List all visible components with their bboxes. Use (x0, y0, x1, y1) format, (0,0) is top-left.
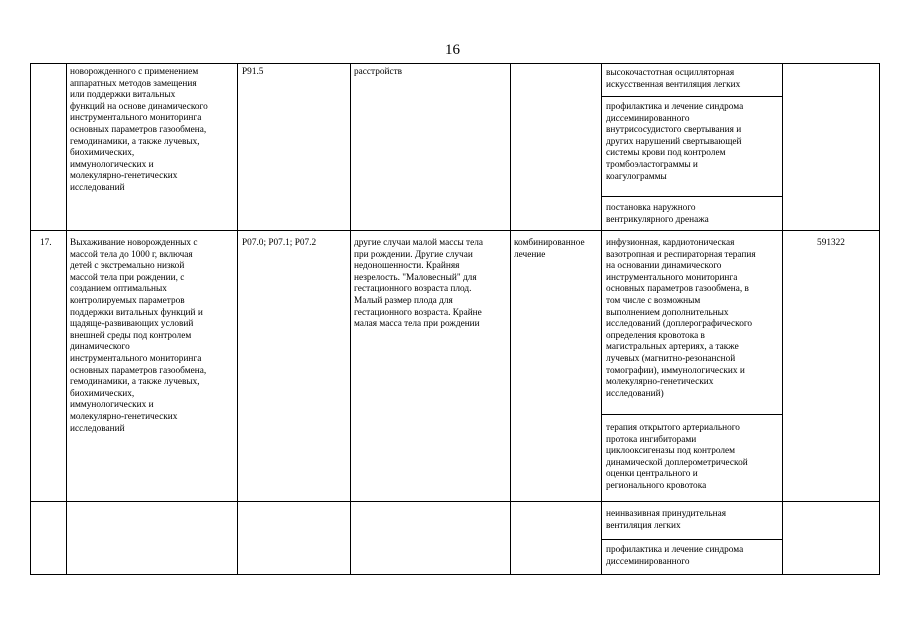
service-item: высокочастотная осцилляторная искусственная вентиляция легких (606, 68, 741, 90)
column-rule (601, 63, 602, 575)
column-rule (30, 63, 31, 575)
service-rule (601, 196, 782, 197)
column-rule (350, 63, 351, 575)
table-cell-cost: 591322 (817, 238, 845, 248)
service-item: инфузионная, кардиотоническая вазотропная и респираторная терапия на основании динамического инструментального мониторинга основных параметров газообмена, в том числе с возможным выполнением дополнительных исследований (доплерографического определения кровотока в магистральных артериях, а также лучевых (магнитно-резонансной томографии), иммунологических и молекулярно-генетических исследований) (606, 238, 756, 399)
column-rule (782, 63, 783, 575)
table-rule (30, 230, 879, 231)
column-rule (879, 63, 880, 575)
table-cell-model: другие случаи малой массы тела при рождении. Другие случаи недоношенности. Крайняя незрелость. "Маловесный" для гестационного возраста плод. Малый размер плода для гестационного возраста. Крайне малая масса тела при рождении (354, 238, 483, 330)
service-item: терапия открытого артериального протока ингибиторами циклооксигеназы под контролем динамической доплерометрической оценки центрального и регионального кровотока (606, 423, 748, 491)
table-cell-model: расстройств (354, 67, 403, 77)
service-item: профилактика и лечение синдрома диссеминированного (606, 545, 744, 567)
table-cell-name: новорожденного с применением аппаратных методов замещения или поддержки витальных функций на основе динамического инструментального мониторинга основных параметров газообмена, гемодинамики, а также лучевых, биохимических, иммунологических и молекулярно-генетических исследований (70, 67, 208, 193)
column-rule (66, 63, 67, 575)
table-cell-codes: P07.0; P07.1; P07.2 (242, 238, 317, 248)
service-item: неинвазивная принудительная вентиляция легких (606, 509, 726, 531)
table-rule (30, 63, 879, 64)
service-item: профилактика и лечение синдрома диссеминированного внутрисосудистого свертывания и других нарушений свертывающей системы крови под контролем тромбоэластограммы и коагулограммы (606, 102, 744, 182)
page-number: 16 (445, 42, 460, 58)
service-rule (601, 96, 782, 97)
table-cell-treatment: комбинированное лечение (514, 238, 585, 260)
column-rule (237, 63, 238, 575)
service-rule (601, 414, 782, 415)
table-rule (30, 501, 879, 502)
table-rule (30, 574, 879, 575)
service-rule (601, 539, 782, 540)
table-cell-codes: P91.5 (242, 67, 264, 77)
column-rule (510, 63, 511, 575)
table-cell-number: 17. (40, 238, 52, 248)
service-item: постановка наружного вентрикулярного дренажа (606, 203, 709, 225)
table-cell-name: Выхаживание новорожденных с массой тела до 1000 г, включая детей с экстремально низкой массой тела при рождении, с созданием оптимальных контролируемых параметров поддержки витальных функций и щадяще-развивающих условий внешней среды под контролем динамического инструментального мониторинга основных параметров газообмена, гемодинамики, а также лучевых, биохимических, иммунологических и молекулярно-генетических исследований (70, 238, 207, 434)
